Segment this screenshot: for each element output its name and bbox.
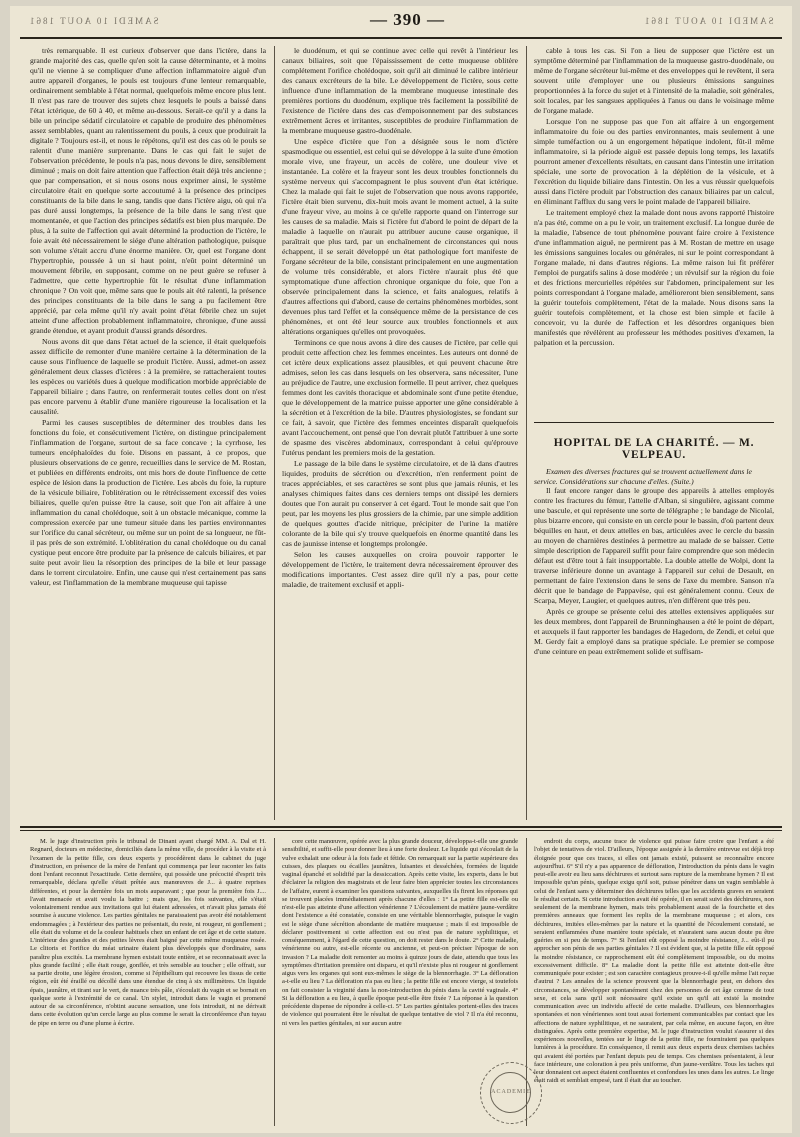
- paragraph: cable à tous les cas. Si l'on a lieu de supposer que l'ictère est un symptôme déterminé par l'inflammation de la muqueuse gastro-duodénale, ou même de l'organe sécréteur lui-même et des enveloppes qui le revêtent, il sera souvent utile d'employer une ou plusieurs émissions sanguines proportionnées à la force du sujet et à l'intensité de la maladie, soit générales, soit locales, par les sangsues appliquées à l'anus ou dans le voisinage même de l'organe malade.: [534, 46, 774, 115]
- column-divider: [274, 46, 275, 820]
- paragraph: Terminons ce que nous avons à dire des causes de l'ictère, par celle qui produit cette affection chez les femmes enceintes. Les auteurs ont donné de cet ictère deux explications assez plausibles, et qui peuvent chacune être admises, selon les cas dans lesquels on les observera, sans nécessiter, l'une au préjudice de l'autre, une exclusion formelle. Il peut arriver, chez quelques femmes dont les cavités thoracique et abdominale sont d'une petite étendue, que le développement de la matrice puisse apporter une gêne considérable à la sécrétion et à l'excrétion de la bile. D'autres physiologistes, se fondant sur ce fait, à savoir, que l'ictère des femmes enceintes disparaît quelquefois avant l'accouchement, ont pensé que l'on devrait plutôt l'attribuer à une sorte de spasme des viscères abdominaux, correspondant à celui qu'éprouve l'utérus pendant les premiers mois de la gestation.: [282, 338, 518, 457]
- paragraph: endroit du corps, aucune trace de violence qui puisse faire croire que l'enfant a été l'objet de tentatives de viol. D'ailleurs, l'époque assignée à la dernière entrevue est déjà trop éloignée pour que ces traces, si elles ont jamais existé, puissent se reconnaître encore aujourd'hui. 6° S'il n'y a pas apparence de défloration, l'introduction du pénis dans le vagin peut-elle avoir eu lieu sans déchirures et surtout sans rupture de la membrane hymen ? Il est impossible qu'un pénis, quelque exigu qu'il soit, puisse pénétrer dans un vagin semblable à celui de l'enfant sans y déterminer des déchirures telles que les accidents graves en seraient le résultat certain. Si cette introduction avait été opérée, il en serait suivi des déchirures, non seulement de la membrane hymen, mais très probablement aussi de la fourchette et des premières anneaux que forment les replis de la membrane muqueuse ; et alors, ces déchirures, imitées elles-mêmes par la nature et la quantité de l'écoulement constaté, se seraient enflammées d'une manière toute spéciale, et n'auraient sans aucun doute pu être guéries en si peu de temps. 7° Si l'enfant eût opposé la moindre résistance, J... eût-il pu approcher son pénis de ses parties génitales ? Il est évident que, si la petite fille eût opposé la moindre résistance, ce rapprochement eût été complètement impossible, ou du moins excessivement difficile. 8° La maladie dont la petite fille est atteinte doit-elle être communiquée pour exister ; est son caractère contagieux prouve-t-il qu'elle même l'ait reçue d'autrui ? Les annales de la science prouvent que la blennorrhagie peut, en dehors des circonstances, se développer spontanément chez des personnes de cet âge comme de tout sexe, et cela sans qu'il soit nécessaire qu'il existe un qu'il ait existé la moindre communication avec un individu affecté de cette maladie. D'ailleurs, ces blennorrhagies spontanées et non vénériennes sont tout aussi fortement communicables par contact que les affections de nature syphilitique, et ne sauraient, par cela même, en aucune façon, en être distinguées. Après cette première expertise, M. le juge d'instruction voulut s'assurer si des expériences nouvelles, tentées sur le linge de la petite fille, ne fourniraient pas quelques lumières à la procédure. En conséquence, il remit aux deux experts deux chemises tachées qui avaient été portées par l'enfant depuis peu de temps. Ces chemises présentaient, à leur face intérieure, une coloration à peu près uniforme, d'un jaune-verdâtre. Tous les taches qui leur donnaient cet aspect étaient confluentes et confondues les unes dans les autres. Le linge était raidi et semblait empesé, tant il était dur au toucher.: [534, 838, 774, 1085]
- column-3-bottom: [534, 486, 774, 820]
- stamp-inner-ring: [490, 1072, 531, 1113]
- paragraph: Parmi les causes susceptibles de déterminer des troubles dans les fonctions du foie, et consécutivement l'ictère, on distingue principalement l'inflammation de l'organe, surtout de sa face concave ; la cyrrhose, les tumeurs encéphaloïdes du foie. Disons en passant, à ce propos, que plusieurs observations de ce genre, recueillies dans le service de M. Rostan, et publiées en différents endroits, ont mis hors de doute l'influence de cette espèce de lésion dans la production de l'ictère. Les abcès du foie, la rupture de la vésicule biliaire, l'oblitération ou le rétrécissement excessif des voies biliaires, quelle qu'en puisse être la cause, soit que l'on ait affaire à une inflammation du canal cholédoque, soit à un obstacle mécanique, comme la compression exercée par une tumeur située dans les parties environnantes sur l'orifice du canal sécréteur, ou même sur un point de sa longueur, ne fût-il pas près de son extrémité. L'oblitération du canal cholédoque ou du canal cystique peut encore être produite par la présence de calculs biliaires, et par suite peut avoir lieu la résorption des principes de la bile et leur passage dans le torrent circulatoire. Enfin, une cause qui n'est certainement pas sans valeur, est l'inflammation de la membrane muqueuse qui tapisse: [30, 418, 266, 587]
- paragraph: Il faut encore ranger dans le groupe des appareils à attelles employés contre les fractures du fémur, l'attelle d'Alban, si singulière, agissant comme une bascule, et qui représente une sorte de télégraphe ; le bandage de Nicolaï, plus bizarre encore, qui consiste en un cercle pour le bassin, d'où partent deux béquilles en haut, et deux attelles en bas, articulées avec le cercle du bassin au moyen de charnières destinées à permettre au malade de se baisser. Cette simple description de l'appareil suffit pour faire comprendre que son médecin défaut est d'être tout à fait insupportable. La double attelle de Wolpi, dont la traverse inférieure donne un avantage à l'appareil sur celui de Desault, en permettant de faire l'extension dans le sens de l'axe du membre. Sanson n'a décrit que le bandage de Pappavèse, qui est généralement connu. Ceux de Scarpa, Meyer, Laugier, et quelques autres, n'en diffèrent que très peu.: [534, 486, 774, 605]
- section-title: HOPITAL DE LA CHARITÉ. — M. VELPEAU.: [553, 437, 755, 461]
- paragraph: Le traitement employé chez la malade dont nous avons rapporté l'histoire n'a pas été, comme on a pu le voir, un traitement exclusif. La longue durée de la maladie, l'absence de tout phénomène pouvant faire croire à l'existence d'une inflammation aiguë, ne permirent pas à M. Rostan de mettre en usage les émissions sanguines locales ou générales, ni sur le point correspondant à l'organe malade, ni dans d'autres régions. La même raison lui fit préférer l'emploi de purgatifs salins à dose modérée ; un révulsif sur la région du foie et des frictions mercurielles répétées sur l'abdomen, principalement sur les points correspondant à l'organe malade, amélioreront bien sensiblement, sans la guérir toutefois complètement, l'état de la malade. Nous disons sans la guérir toutefois complètement, et la chose est bien simple et facile à concevoir, vu la durée de l'affection et les désordres organiques bien manifestés que révélèrent au professeur les méthodes positives d'examen, la palpation et la percussion.: [534, 208, 774, 347]
- paragraph: M. le juge d'instruction près le tribunal de Dinant ayant chargé MM. A. Dal et H. Regnard, docteurs en médecine, domiciliés dans la même ville, de procéder à la visite et à l'examen de la petite fille, ces deux experts y procédèrent dans le cabinet du juge d'instruction, en présence de la mère de l'enfant qui commença par leur raconter les faits dont l'enfant reconnut l'exactitude. Cette dernière, qui possède une précocité d'esprit très remarquable, déclara qu'elle s'était prêtée aux manœuvres de J... à quatre reprises différentes, et pour la dernière fois un mois auparavant ; que pour la première fois J.... l'avait menacée et avait voulu la battre ; mais que, les fois suivantes, elle s'était volontairement rendue aux invitations qui lui étaient adressées, et n'avait plus jamais été soumise à aucune violence. Les parties génitales ne paraissaient pas avoir été notablement endommagées ; à l'extérieur des parties ne présentait, du reste, ni rougeur, ni gonflement ; elle était du volume et de la couleur habituels chez un enfant de cet âge et de cette stature. L'intérieur des grandes et des petites lèvres était baigné par cette même muqueuse rosée. Le clitoris et l'orifice du méat urinaire étaient plus développés que d'ordinaire, sans paraître plus excités. La membrane hymen existait toute entière, et se reconnaissait avec la plus grande facilité ; elle était rouge, gonflée, et très sensible au toucher ; elle offrait, sur sa partie droite, une légère érosion, comme si l'épithélium qui recouvre les tissus de cette région, eût été éraillé ou décollé dans une étendue de cinq à six millimètres. Un liquide épais, jaunâtre, et tirant sur le vert, de nuance très pâle, s'écoulait du vagin et se bornait en quelque sorte à l'extrémité de ce canal. Un stylet, introduit dans le vagin et promené autour de sa circonférence, n'obtint aucune sensation, une fois introduit, ni ne dérivait dans cette évolution qu'un cercle large au plus comme le serait la circonférence d'un tuyau de pipe en terre ou d'une plume à écrire.: [30, 838, 266, 1027]
- column-2: [282, 46, 518, 820]
- paragraph: Nous avons dit que dans l'état actuel de la science, il était quelquefois assez difficile de remonter d'une manière certaine à la détermination de la cause sous l'influence de laquelle se produit l'ictère. Aussi, admet-on assez généralement deux classes d'ictères : à la première, se rattacheraient toutes les espèces ou variétés dues à quelque modification morbide appréciable de l'appareil biliaire ; dans l'autre, on renfermerait toutes celles dont on n'est pas encore parvenu à établir d'une manière rigoureuse la localisation et la causalité.: [30, 337, 266, 416]
- section-rule: [534, 422, 774, 423]
- newspaper-page: [10, 6, 792, 1133]
- masthead-mirror-right: SAMEDI 10 AOUT 1861: [643, 16, 774, 26]
- column-divider: [274, 838, 275, 1126]
- paragraph: Selon les causes auxquelles on croira pouvoir rapporter le développement de l'ictère, le traitement devra nécessairement éprouver des modifications importantes. C'est assez dire qu'il n'y a pas, pour cette maladie, de traitement exclusif et appli-: [282, 550, 518, 589]
- paragraph: Lorsque l'on ne suppose pas que l'on ait affaire à un engorgement inflammatoire du foie ou des parties environnantes, mais seulement à une simple tuméfaction ou à un engorgement hépatique indolent, fût-il même inflammatoire, si la période aiguë est passée depuis long temps, les laxatifs pourront amener d'excellents résultats, en causant dans l'intestin une irritation spéciale, une sorte de provocation à la déplétion de la vésicule, et à l'excrétion du liquide biliaire dans l'intestin. On les a vus réussir quelquefois aussi dans l'ictère produit par l'obstruction des canaux biliaires par un calcul, en éliminant l'afflux du sang vers le point malade de l'appareil biliaire.: [534, 117, 774, 206]
- paragraph: core cette manœuvre, opérée avec la plus grande douceur, développa-t-elle une grande sensibilité, et suffit-elle pour donner lieu à une forte douleur. Le liquide qui s'écoulait de la vulve exhalait une odeur à la fois fade et fétide. On remarquait sur la partie supérieure des cuisses, des plaques ou écailles jaunâtres, luisantes et desséchées, formées de liquide vaginal épanché et solidifié par la dessiccation. Après cette visite, les experts, dans le but d'éclairer la religion des magistrats et de leur faire bien apprécier toutes les circonstances de l'affaire, eurent à examiner les questions suivantes, auxquelles ils firent les réponses qui se trouvent placées immédiatement après chacune d'elles : 1° La petite fille est-elle ou n'est-elle pas atteinte d'une affection vénérienne ? L'écoulement de matière jaune-verdâtre dont l'existence a été constatée, consiste en une véritable blennorrhagie, puisque le vagin est le siège d'une sécrétion abondante de matière muqueuse ; mais il est impossible de déclarer positivement si cette affection est ou n'est pas de nature syphilitique, et conséquemment, à l'égard de cette question, on doit rester dans le doute. 2° Cette maladie, vénérienne ou autre, est-elle récente ou ancienne, et peut-on préciser l'époque de son invasion ? La maladie doit remonter au moins à quinze jours de date, attendu que tous les symptômes d'irritation première ont disparu, et qu'il n'existe plus ni rougeur ni gonflement aigus vers les organes qui sont eux-mêmes le siège de la blennorrhagie. 3° La défloration a-t-elle eu lieu ? La défloration n'a pas eu lieu ; la petite fille est encore vierge, si toutefois on fait consister la virginité dans la non-introduction du pénis dans la cavité vaginale. 4° Si la défloration a eu lieu, à quelle époque peut-elle être fixée ? La réponse à la question précédente dispense de répondre à celle-ci. 5° Les parties génitales portent-elles des traces de violence qui pourraient être le résultat de quelque tentative de viol ? Il n'a été reconnu, ni vers les parties génitales, ni sur aucun autre: [282, 838, 518, 1027]
- section-header-hospital: [534, 420, 774, 484]
- paragraph: Après ce groupe se présente celui des attelles extensives appliquées sur les deux membres, dont l'appareil de Brunninghausen a été le point de départ, et auxquels il faut rapporter les bandages de Hagedorn, de Zendi, et celui que M. Gerdy fait a employé dans sa pratique spéciale. Le premier se compose d'une ceinture en peau extrêmement solide et suffisam-: [534, 607, 774, 656]
- paragraph: le duodénum, et qui se continue avec celle qui revêt à l'intérieur les canaux biliaires, soit que l'épaississement de cette muqueuse oblitère complétement l'orifice cholédoque, soit qu'il ait diminué le calibre intérieur des canaux excréteurs de la bile. Le développement de l'ictère, sous cette influence d'une inflammation de la membrane muqueuse intestinale des premières portions du duodénum, explique très facilement la possibilité de l'existence de l'ictère dans des cas d'empoisonnement par des substances extrêmement âcres et irritantes, susceptibles de produire l'inflammation de la membrane muqueuse gastro-duodénale.: [282, 46, 518, 135]
- top-rule: [20, 37, 782, 39]
- column-1: [30, 46, 266, 820]
- paragraph: Une espèce d'ictère que l'on a désignée sous le nom d'ictère spasmodique ou essentiel, est celui qui se développe à la suite d'une émotion morale vive, une frayeur, un accès de colère, une douleur vive et instantanée. La colère et la frayeur sont les deux troubles fonctionnels du système nerveux qui s'accompagnent le plus souvent d'un état ictérique. Chez la malade qui fait le sujet de l'observation que nous avons rapportée, l'ictère était bien survenu, dix-huit mois avant le moment actuel, à la suite d'une frayeur vive, au moins à ce qu'elle rapporte quand on l'interroge sur les causes de sa maladie. Mais si l'ictère fut d'abord le point de départ de la maladie à laquelle on n'aurait pu attribuer aucune cause organique, il paraîtrait que plus tard, par un enchaînement de circonstances qui nous échappent, il se serait développé un état pathologique fort manifeste de l'organe sécréteur de la bile, consistant principalement en une augmentation de volume très considérable, et alors l'ictère n'aurait plus été que symptomatique d'une affection chronique organique du foie, que l'on a observée principalement dans la science, et faits analogues, relatifs à d'autres affections qui d'abord, cause de certains phénomènes morbides, sont devenues plus tard l'effet et la conséquence même de la persistance de ces phénomènes, et ont été leur source aux troubles fonctionnels et aux altérations organiques qu'elles ont provoquées.: [282, 137, 518, 336]
- column-divider: [526, 46, 527, 820]
- feuilleton-rule-thin: [20, 830, 782, 831]
- page-number: — 390 —: [370, 10, 445, 29]
- column-3-top: [534, 46, 774, 412]
- paragraph: Le passage de la bile dans le système circulatoire, et de là dans d'autres liquides, produits de sécrétion ou d'excrétion, n'en renferment point de traces appréciables, et ses caractères se sont plus que jamais réunis, et les analyses chimiques faites dans ces derniers temps ont dissipé les derniers doutes que l'on aurait pu conserver à cet égard. Tout le monde sait que l'on peut, par les moyens les plus grossiers de la chimie, par une simple addition de quelques gouttes d'acide nitrique, précipiter de l'urine la matière colorante de la bile qui s'y trouve quelquefois en énorme quantité dans les cas de jaunisse intense et longtemps prolongée.: [282, 459, 518, 548]
- library-stamp: [480, 1062, 542, 1124]
- feuilleton-column-1: [30, 838, 266, 1128]
- paragraph: très remarquable. Il est curieux d'observer que dans l'ictère, dans la grande majorité des cas, quelle qu'en soit la cause déterminante, et à moins qu'il ne vienne à se compliquer d'une affection inflammatoire aiguë d'un autre appareil d'organes, le pouls est toujours d'une lenteur remarquable, ordinairement semblable à l'état normal, quelquefois même encore plus lent. Il n'est pas rare de trouver des sujets chez lesquels le pouls a baissé dans l'état ictérique, de 60 à 40, et même au-dessous. Serait-ce qu'il y a dans la bile un principe sédatif circulatoire et capable de produire des phénomènes assez semblables, quant au ralentissement du pouls, à ceux que produirait la digitale ? Toujours est-il, et nous le répétons, qu'il est des cas où le pouls se ralentit d'une manière surprenante. Dans le cas qui fait le sujet de l'observation précédente, le pouls n'a pas, nous devons le dire, sensiblement diminué ; mais on doit faire attention que l'affection était déjà très ancienne ; que par compensation, et si nous osons nous exprimer ainsi, le système circulatoire était en quelque sorte accoutumé à la présence des principes constituants de la bile dans le sang, tandis que dans l'ictère aigu, où qui n'a pas duré aussi longtemps, la présence de la bile dans le sang n'est que momentanée, et que l'action des principes sédatifs est bien plus marquée. De plus, à la suite de l'affection qui avait déterminé la production de l'ictère, le foie avait été nécessairement le siége d'une altération pathologique, puisque son volume s'était accru d'une énorme manière. Or, quel est l'organe dont l'hypertrophie, poussée à un si haut point, n'eût point déterminé un mouvement fébrile, en supposant, comme on ne peut guère se refuser à l'admettre, que cette hypertrophie fût le résultat d'une inflammation chronique ? On voit que, même sans que le pouls ait été ralenti, la présence des principes constituants de la bile dans le sang a pu facilement être apprécié, par cela même qu'il n'y avait point d'état fébrile chez un sujet atteint d'une affection probablement inflammatoire, chronique, d'une aussi grande étendue, et ayant produit d'aussi grands désordres.: [30, 46, 266, 335]
- masthead-mirror-left: SAMEDI 10 AOUT 1861: [28, 16, 159, 26]
- stamp-text: ACADEMIE: [491, 1089, 531, 1095]
- feuilleton-column-3: [534, 838, 774, 1128]
- feuilleton-rule: [20, 826, 782, 828]
- masthead: [10, 6, 792, 36]
- section-subtitle: Examen des diverses fractures qui se trouvent actuellement dans le service. Considérations sur chacune d'elles. (Suite.): [534, 467, 752, 486]
